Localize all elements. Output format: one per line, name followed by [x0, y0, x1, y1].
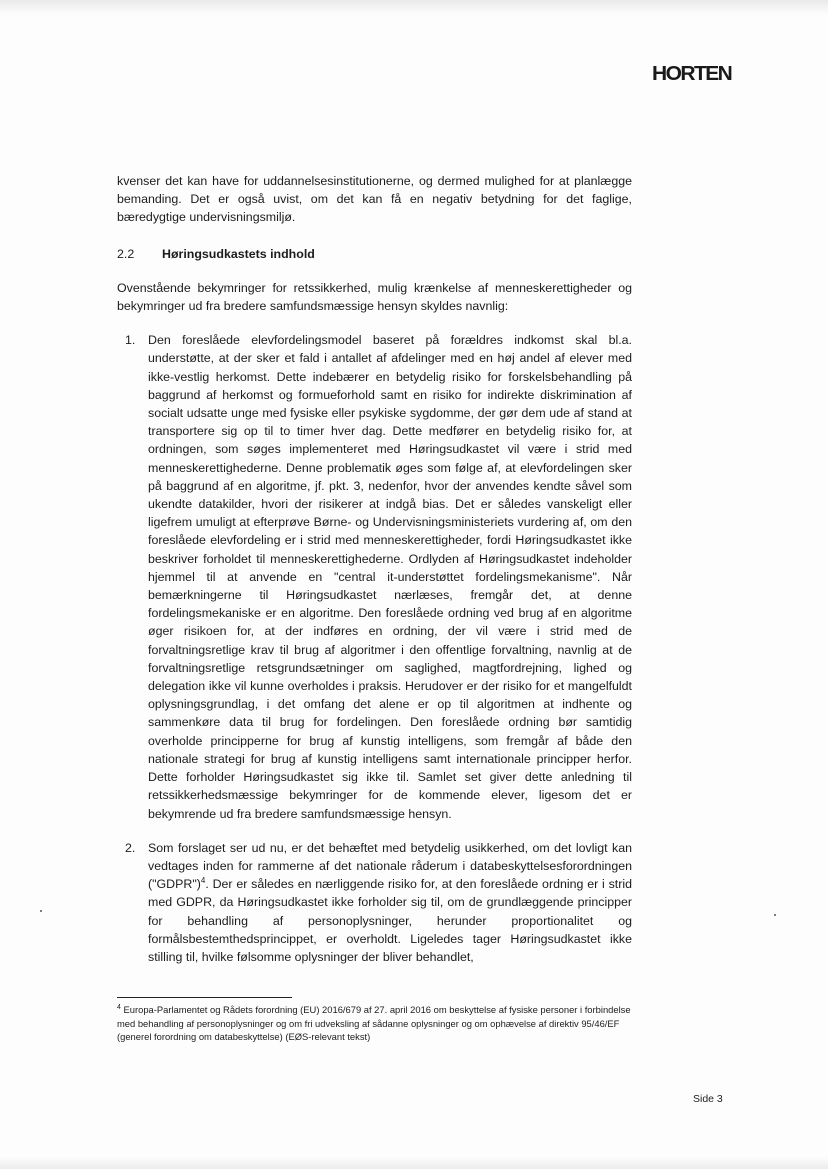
list-marker: 1.: [125, 333, 136, 348]
list-item: [117, 331, 632, 822]
continuation-paragraph: kvenser det kan have for uddannelsesinstitutionerne, og dermed mulighed for at planlægge bemanding. Det er også uvist, om det kan få en negativ betydning for det faglige, bæredygtige undervisningsmiljø.: [117, 174, 632, 225]
footnote-reference[interactable]: 4: [200, 875, 206, 885]
section-heading: [117, 245, 632, 263]
scan-speck: [40, 910, 42, 912]
scan-edge-top: [0, 0, 828, 14]
list-item: [117, 839, 632, 966]
footnote: [117, 1003, 637, 1044]
list-item-text-part: . Der er således en nærliggende risiko for, at den foreslåede ordning er i strid med GDPR, da Høringsudkastet ikke forholder sig til, om de grundlæggende principper for behandling af personoplysninger, herunder proportionalitet og formålsbestemthedsprincippet, er overholdt. Ligeledes tager Høringsudkastet ikke stilling til, hvilke følsomme oplysninger der bliver behandlet,: [148, 877, 632, 964]
scan-speck: [774, 914, 776, 916]
numbered-list: [117, 331, 632, 966]
scan-edge-bottom: [0, 1157, 828, 1169]
main-text: [117, 172, 632, 982]
horten-logo: HORTEN: [652, 63, 732, 85]
list-item-text-part: Som forslaget ser ud nu, er det behæftet med betydelig usikkerhed, om det lovligt kan vedtages inden for rammerne af det nationale råderum i databeskyttelsesforordningen ("GDPR"): [148, 840, 632, 892]
list-item-text: Den foreslåede elevfordelingsmodel baseret på forældres indkomst skal bl.a. understøtte, at der sker et fald i antallet af afdelinger med en høj andel af elever med ikke-vestlig herkomst. Dette indebærer en betydelig risiko for forskelsbehandling på baggrund af herkomst og formueforhold samt en risiko for indirekte diskrimination af socialt udsatte unge med fysiske eller psykiske sygdomme, der gør dem ude af stand at transportere sig op til to timer hver dag. Dette medfører en betydelig risiko for, at ordningen, som søges implementeret med Høringsudkastet vil være i strid med menneskerettighederne. Denne problematik øges som følge af, at elevfordelingen sker på baggrund af en algoritme, jf. pkt. 3, nedenfor, hvor der anvendes kendte såvel som ukendte datakilder, hvori der risikerer at indgå bias. Det er således vanskeligt eller ligefrem umuligt at efterprøve Børne- og Undervisningsministeriets vurdering af, om den foreslåede elevfordeling er i strid med menneskerettigheder, fordi Høringsudkastet ikke beskriver forholdet til menneskerettighederne. Ordlyden af Høringsudkastet indeholder hjemmel til at anvende en "central it-understøttet fordelingsmekanisme". Når bemærkningerne til Høringsudkastet nærlæses, fremgår det, at denne fordelingsmekaniske er en algoritme. Den foreslåede ordning ved brug af en algoritme øger risikoen for, at der indføres en ordning, der vil være i strid med de forvaltningsretlige krav til brug af algoritmer i den offentlige forvaltning, navnlig at de forvaltningsretlige retsgrundsætninger om saglighed, magtfordrejning, lighed og delegation ikke vil kunne overholdes i praksis. Herudover er der risiko for et mangelfuldt oplysningsgrundlag, i det omfang det alene er op til algoritmen at indhente og sammenkøre data til brug for fordelingen. Den foreslåede ordning bør samtidig overholde principperne for brug af kunstig intelligens, som fremgår af både den nationale strategi for brug af kunstig intelligens samt internationale principper herfor. Dette forholder Høringsudkastet sig ikke til. Samlet set giver dette anledning til retssikkerhedsmæssige bekymringer for de kommende elever, ligesom det er bekymrende ud fra bredere samfundsmæssige hensyn.: [148, 333, 632, 821]
page-number: Side 3: [693, 1093, 723, 1105]
section-number: 2.2: [117, 246, 135, 261]
list-item-text: [148, 839, 632, 966]
list-marker: 2.: [125, 840, 136, 855]
footnote-number: 4: [117, 1003, 121, 1011]
section-title: Høringsudkastets indhold: [162, 246, 315, 261]
intro-paragraph: Ovenstående bekymringer for retssikkerhed, mulig krænkelse af menneskerettigheder og bekymringer ud fra bredere samfundsmæssige hensyn skyldes navnlig:: [117, 280, 632, 314]
footnote-text: Europa-Parlamentet og Rådets forordning (EU) 2016/679 af 27. april 2016 om beskyttelse af fysiske personer i forbindelse med behandling af personoplysninger og om fri udveksling af sådanne oplysninger og om ophævelse af direktiv 95/46/EF (generel forordning om databeskyttelse) (EØS-relevant tekst): [117, 1004, 631, 1042]
footnote-divider: [117, 997, 292, 998]
